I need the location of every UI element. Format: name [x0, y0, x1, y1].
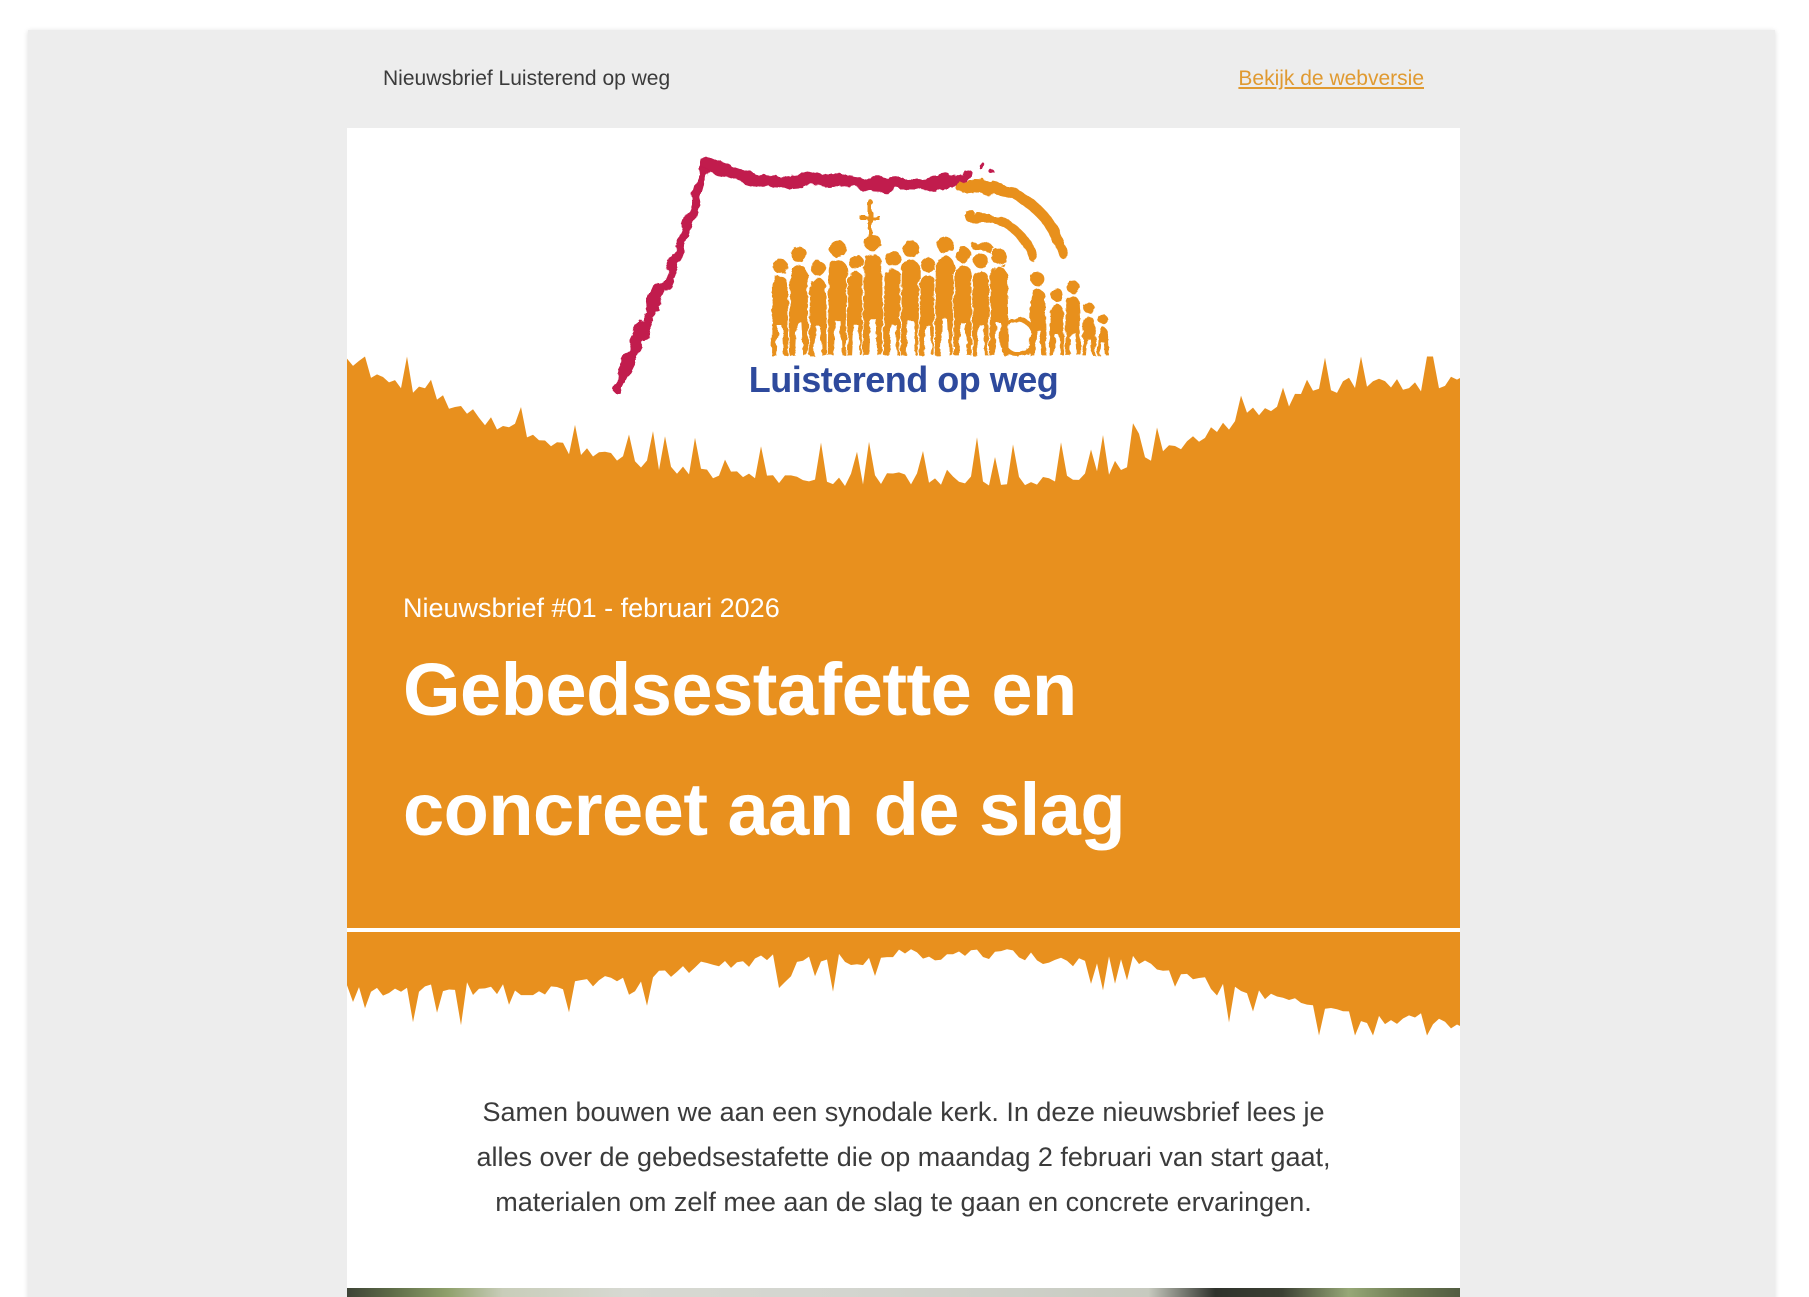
- preheader-title: Nieuwsbrief Luisterend op weg: [383, 67, 671, 90]
- preheader: [347, 62, 1460, 96]
- intro-paragraph: [347, 1090, 1460, 1225]
- intro-line-3: materialen om zelf mee aan de slag te gaan en concrete ervaringen.: [495, 1187, 1312, 1217]
- torn-top-path: [347, 357, 1460, 491]
- hero-title-line-1: Gebedsestafette en: [403, 648, 1077, 731]
- webversion-link[interactable]: Bekijk de webversie: [1238, 67, 1424, 90]
- hero-title: [403, 630, 1125, 870]
- article-photo-preview[interactable]: [347, 1288, 1460, 1297]
- intro-line-1: Samen bouwen we aan een synodale kerk. In deze nieuwsbrief lees je: [482, 1097, 1325, 1127]
- hero-section: [347, 490, 1460, 928]
- newsletter-logo: [602, 146, 1112, 388]
- torn-edge-top: [347, 356, 1460, 490]
- orange-strip: [347, 932, 1460, 940]
- email-body: [347, 128, 1460, 1297]
- torn-bottom-path: [347, 940, 1460, 1036]
- hero-kicker: Nieuwsbrief #01 - februari 2026: [403, 593, 780, 623]
- torn-edge-bottom: [347, 940, 1460, 1036]
- logo-wordmark: Luisterend op weg: [748, 359, 1059, 400]
- hero-title-line-2: concreet aan de slag: [403, 768, 1126, 851]
- intro-line-2: alles over de gebedsestafette die op maandag 2 februari van start gaat,: [476, 1142, 1331, 1172]
- sound-waves-icon: [962, 186, 1062, 264]
